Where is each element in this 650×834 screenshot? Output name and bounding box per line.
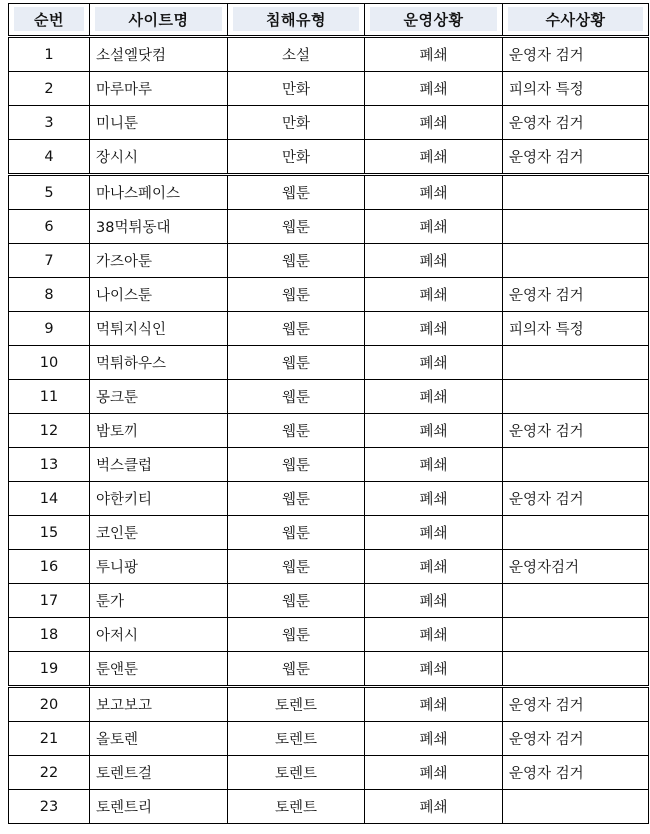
cell-site-name: 투니팡 bbox=[90, 550, 228, 584]
cell-operation-status: 폐쇄 bbox=[365, 140, 503, 175]
header-cell-site bbox=[90, 4, 228, 37]
cell-number: 2 bbox=[9, 72, 90, 106]
cell-number: 22 bbox=[9, 756, 90, 790]
cell-infringement-type: 웹툰 bbox=[228, 652, 365, 687]
cell-site-name: 아저시 bbox=[90, 618, 228, 652]
cell-site-name: 벅스클럽 bbox=[90, 448, 228, 482]
header-cell-status bbox=[365, 4, 503, 37]
cell-investigation-status bbox=[503, 516, 649, 550]
cell-site-name: 먹튀지식인 bbox=[90, 312, 228, 346]
header-label-investigation: 수사상황 bbox=[508, 7, 643, 31]
cell-operation-status: 폐쇄 bbox=[365, 175, 503, 210]
cell-infringement-type: 웹툰 bbox=[228, 210, 365, 244]
table-row bbox=[9, 278, 649, 312]
cell-site-name: 소설엘닷컴 bbox=[90, 37, 228, 72]
cell-number: 10 bbox=[9, 346, 90, 380]
cell-infringement-type: 토렌트 bbox=[228, 687, 365, 722]
cell-operation-status: 폐쇄 bbox=[365, 790, 503, 824]
cell-site-name: 툰앤툰 bbox=[90, 652, 228, 687]
cell-investigation-status: 운영자 검거 bbox=[503, 37, 649, 72]
cell-number: 15 bbox=[9, 516, 90, 550]
cell-infringement-type: 웹툰 bbox=[228, 312, 365, 346]
cell-site-name: 나이스툰 bbox=[90, 278, 228, 312]
cell-site-name: 보고보고 bbox=[90, 687, 228, 722]
cell-number: 6 bbox=[9, 210, 90, 244]
cell-number: 13 bbox=[9, 448, 90, 482]
header-cell-investigation bbox=[503, 4, 649, 37]
cell-operation-status: 폐쇄 bbox=[365, 37, 503, 72]
header-cell-number bbox=[9, 4, 90, 37]
cell-number: 16 bbox=[9, 550, 90, 584]
cell-investigation-status: 운영자 검거 bbox=[503, 482, 649, 516]
cell-site-name: 토렌트리 bbox=[90, 790, 228, 824]
cell-investigation-status bbox=[503, 618, 649, 652]
cell-operation-status: 폐쇄 bbox=[365, 550, 503, 584]
cell-site-name: 먹튀하우스 bbox=[90, 346, 228, 380]
cell-infringement-type: 만화 bbox=[228, 106, 365, 140]
table-row bbox=[9, 618, 649, 652]
cell-operation-status: 폐쇄 bbox=[365, 380, 503, 414]
cell-infringement-type: 소설 bbox=[228, 37, 365, 72]
cell-infringement-type: 만화 bbox=[228, 72, 365, 106]
cell-investigation-status: 피의자 특정 bbox=[503, 72, 649, 106]
cell-operation-status: 폐쇄 bbox=[365, 312, 503, 346]
cell-site-name: 툰가 bbox=[90, 584, 228, 618]
cell-operation-status: 폐쇄 bbox=[365, 414, 503, 448]
table-row bbox=[9, 722, 649, 756]
table-row bbox=[9, 550, 649, 584]
cell-infringement-type: 웹툰 bbox=[228, 584, 365, 618]
cell-infringement-type: 웹툰 bbox=[228, 448, 365, 482]
cell-number: 17 bbox=[9, 584, 90, 618]
table-row bbox=[9, 448, 649, 482]
cell-operation-status: 폐쇄 bbox=[365, 346, 503, 380]
document-sheet bbox=[8, 3, 648, 824]
cell-site-name: 마루마루 bbox=[90, 72, 228, 106]
cell-site-name: 가즈아툰 bbox=[90, 244, 228, 278]
header-label-number: 순번 bbox=[14, 7, 84, 31]
cell-infringement-type: 웹툰 bbox=[228, 516, 365, 550]
cell-operation-status: 폐쇄 bbox=[365, 72, 503, 106]
cell-infringement-type: 웹툰 bbox=[228, 550, 365, 584]
cell-number: 20 bbox=[9, 687, 90, 722]
table-row bbox=[9, 516, 649, 550]
cell-investigation-status bbox=[503, 584, 649, 618]
cell-investigation-status: 운영자 검거 bbox=[503, 722, 649, 756]
table-row bbox=[9, 584, 649, 618]
header-cell-type bbox=[228, 4, 365, 37]
header-row bbox=[9, 4, 649, 37]
table-row bbox=[9, 482, 649, 516]
cell-investigation-status bbox=[503, 448, 649, 482]
cell-number: 9 bbox=[9, 312, 90, 346]
cell-investigation-status: 운영자 검거 bbox=[503, 687, 649, 722]
cell-infringement-type: 토렌트 bbox=[228, 756, 365, 790]
cell-investigation-status: 운영자 검거 bbox=[503, 414, 649, 448]
cell-operation-status: 폐쇄 bbox=[365, 687, 503, 722]
table-row bbox=[9, 210, 649, 244]
table-row bbox=[9, 380, 649, 414]
cell-investigation-status bbox=[503, 175, 649, 210]
cell-infringement-type: 웹툰 bbox=[228, 346, 365, 380]
cell-site-name: 코인툰 bbox=[90, 516, 228, 550]
cell-investigation-status: 피의자 특정 bbox=[503, 312, 649, 346]
table-row bbox=[9, 312, 649, 346]
cell-operation-status: 폐쇄 bbox=[365, 244, 503, 278]
cell-number: 18 bbox=[9, 618, 90, 652]
header-label-site: 사이트명 bbox=[95, 7, 222, 31]
cell-number: 7 bbox=[9, 244, 90, 278]
cell-infringement-type: 웹툰 bbox=[228, 244, 365, 278]
cell-number: 11 bbox=[9, 380, 90, 414]
cell-operation-status: 폐쇄 bbox=[365, 278, 503, 312]
cell-investigation-status: 운영자 검거 bbox=[503, 140, 649, 175]
header-label-type: 침해유형 bbox=[233, 7, 359, 31]
cell-number: 14 bbox=[9, 482, 90, 516]
table-row bbox=[9, 687, 649, 722]
cell-infringement-type: 토렌트 bbox=[228, 790, 365, 824]
table-row bbox=[9, 652, 649, 687]
table-row bbox=[9, 140, 649, 175]
table-row bbox=[9, 37, 649, 72]
cell-site-name: 올토렌 bbox=[90, 722, 228, 756]
cell-operation-status: 폐쇄 bbox=[365, 584, 503, 618]
cell-site-name: 몽크툰 bbox=[90, 380, 228, 414]
cell-number: 19 bbox=[9, 652, 90, 687]
cell-operation-status: 폐쇄 bbox=[365, 482, 503, 516]
cell-operation-status: 폐쇄 bbox=[365, 618, 503, 652]
cell-site-name: 밤토끼 bbox=[90, 414, 228, 448]
table-header bbox=[9, 4, 649, 37]
cell-infringement-type: 웹툰 bbox=[228, 175, 365, 210]
cell-number: 1 bbox=[9, 37, 90, 72]
table-row bbox=[9, 72, 649, 106]
cell-infringement-type: 토렌트 bbox=[228, 722, 365, 756]
cell-number: 21 bbox=[9, 722, 90, 756]
table-row bbox=[9, 414, 649, 448]
cell-number: 5 bbox=[9, 175, 90, 210]
cell-operation-status: 폐쇄 bbox=[365, 448, 503, 482]
cell-operation-status: 폐쇄 bbox=[365, 652, 503, 687]
cell-number: 4 bbox=[9, 140, 90, 175]
table-row bbox=[9, 106, 649, 140]
cell-investigation-status bbox=[503, 652, 649, 687]
cell-investigation-status bbox=[503, 346, 649, 380]
table-row bbox=[9, 346, 649, 380]
cell-investigation-status: 운영자검거 bbox=[503, 550, 649, 584]
table-body bbox=[9, 37, 649, 824]
cell-investigation-status bbox=[503, 790, 649, 824]
site-table bbox=[8, 3, 649, 824]
cell-investigation-status: 운영자 검거 bbox=[503, 278, 649, 312]
cell-investigation-status bbox=[503, 210, 649, 244]
cell-operation-status: 폐쇄 bbox=[365, 722, 503, 756]
table-row bbox=[9, 244, 649, 278]
cell-site-name: 야한키티 bbox=[90, 482, 228, 516]
cell-investigation-status bbox=[503, 380, 649, 414]
cell-investigation-status: 운영자 검거 bbox=[503, 756, 649, 790]
cell-site-name: 미니툰 bbox=[90, 106, 228, 140]
cell-infringement-type: 웹툰 bbox=[228, 414, 365, 448]
cell-infringement-type: 웹툰 bbox=[228, 380, 365, 414]
cell-infringement-type: 만화 bbox=[228, 140, 365, 175]
cell-infringement-type: 웹툰 bbox=[228, 278, 365, 312]
cell-number: 3 bbox=[9, 106, 90, 140]
cell-operation-status: 폐쇄 bbox=[365, 516, 503, 550]
table-row bbox=[9, 756, 649, 790]
table-row bbox=[9, 790, 649, 824]
cell-site-name: 토렌트걸 bbox=[90, 756, 228, 790]
cell-infringement-type: 웹툰 bbox=[228, 482, 365, 516]
cell-site-name: 마나스페이스 bbox=[90, 175, 228, 210]
cell-investigation-status: 운영자 검거 bbox=[503, 106, 649, 140]
table-row bbox=[9, 175, 649, 210]
cell-number: 23 bbox=[9, 790, 90, 824]
cell-number: 12 bbox=[9, 414, 90, 448]
cell-operation-status: 폐쇄 bbox=[365, 106, 503, 140]
header-label-status: 운영상황 bbox=[370, 7, 497, 31]
cell-number: 8 bbox=[9, 278, 90, 312]
cell-operation-status: 폐쇄 bbox=[365, 210, 503, 244]
cell-operation-status: 폐쇄 bbox=[365, 756, 503, 790]
cell-site-name: 장시시 bbox=[90, 140, 228, 175]
cell-investigation-status bbox=[503, 244, 649, 278]
cell-infringement-type: 웹툰 bbox=[228, 618, 365, 652]
cell-site-name: 38먹튀동대 bbox=[90, 210, 228, 244]
